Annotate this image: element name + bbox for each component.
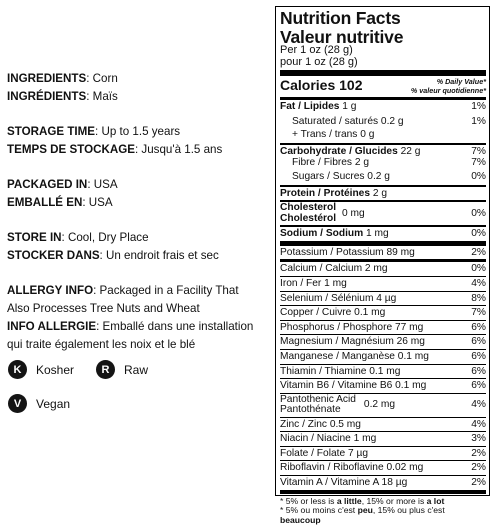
footnote-en-bold-2: a lot <box>426 495 445 506</box>
pantothenic-label-en: Pantothenic Acid <box>280 393 356 405</box>
store-fr-label: STOCKER DANS <box>7 249 100 262</box>
footnote-fr <box>280 506 486 525</box>
storage-en-value: : Up to 1.5 years <box>95 125 181 138</box>
mineral-dv: 6% <box>471 365 486 377</box>
mineral-label: Magnesium / Magnésium 26 mg <box>280 336 425 348</box>
mineral-dv: 2% <box>471 246 486 258</box>
minerals-list <box>280 246 486 490</box>
footnote <box>280 497 486 525</box>
raw-label: Raw <box>124 362 149 377</box>
fibre-label: Fibre / Fibres 2 g <box>292 157 369 169</box>
pantothenic-amount: 0.2 mg <box>363 399 396 411</box>
ingredients-en <box>7 70 118 88</box>
sugars-row <box>280 169 486 185</box>
vitamin-label: Riboflavin / Riboflavine 0.02 mg <box>280 462 424 474</box>
mineral-label: Vitamin B6 / Vitamine B6 0.1 mg <box>280 380 427 392</box>
mineral-row <box>280 277 486 291</box>
footnote-fr-text-2: , 15% ou plus c'est <box>372 505 445 516</box>
mineral-label: Copper / Cuivre 0.1 mg <box>280 307 386 319</box>
cholesterol-labels <box>280 203 336 224</box>
packaged-fr <box>7 194 113 212</box>
daily-value-header <box>411 76 486 95</box>
divider-thick-3 <box>280 490 486 494</box>
vitamin-dv: 2% <box>471 447 486 459</box>
dv-header-fr: % valeur quotidienne* <box>410 85 486 95</box>
footnote-en-text-2: , 15% or more is <box>361 495 427 506</box>
mineral-dv: 0% <box>471 263 486 275</box>
allergy-fr-cont: qui traite également les noix et le blé <box>7 338 196 351</box>
store-fr-value: : Un endroit frais et sec <box>99 249 219 262</box>
allergy-en-label: ALLERGY INFO <box>7 284 94 297</box>
mineral-dv: 7% <box>471 307 486 319</box>
footnote-en-text-1: * 5% or less is <box>280 495 337 506</box>
mineral-row <box>280 365 486 379</box>
cholesterol-label-en: Cholesterol <box>280 202 337 214</box>
raw-badge <box>96 360 148 379</box>
fat-label: Fat / Lipides <box>280 101 340 112</box>
mineral-label: Potassium / Potassium 89 mg <box>280 246 415 258</box>
ingredients-fr-label: INGRÉDIENTS <box>7 90 87 103</box>
packaged-fr-value: : USA <box>82 196 113 209</box>
vegan-label: Vegan <box>36 396 71 411</box>
kosher-icon: K <box>8 360 27 379</box>
footnote-en-bold-1: a little <box>336 495 362 506</box>
fibre-row <box>280 157 486 169</box>
trans-row <box>280 128 486 143</box>
store-en <box>7 229 149 247</box>
cholesterol-row <box>280 202 486 225</box>
mineral-row <box>280 379 486 393</box>
kosher-badge <box>8 360 74 379</box>
saturated-row <box>280 114 486 129</box>
vitamin-row <box>280 447 486 461</box>
vitamin-dv: 2% <box>471 477 486 489</box>
mineral-row <box>280 292 486 306</box>
packaged-en-label: PACKAGED IN <box>7 178 88 191</box>
footnote-fr-bold-2: beaucoup <box>280 514 321 525</box>
vitamin-row <box>280 476 486 490</box>
calories-row <box>280 76 486 97</box>
cholesterol-amount: 0 mg <box>342 207 365 219</box>
panel-title-fr: Valeur nutritive <box>280 27 404 47</box>
mineral-row <box>280 350 486 364</box>
carb-amount: 22 g <box>400 145 421 157</box>
trans-label: + Trans / trans 0 g <box>292 129 375 141</box>
carb-row <box>280 145 486 158</box>
storage-en-label: STORAGE TIME <box>7 125 96 138</box>
fat-dv: 1% <box>471 101 486 112</box>
mineral-dv: 4% <box>471 277 486 289</box>
vitamin-label: Folate / Folate 7 µg <box>280 447 368 459</box>
ingredients-fr-value: : Maïs <box>86 90 118 103</box>
mineral-dv: 6% <box>471 321 486 333</box>
vitamin-row <box>280 418 486 432</box>
saturated-label: Saturated / saturés 0.2 g <box>292 115 404 127</box>
ingredients-en-value: : Corn <box>86 72 118 85</box>
storage-en <box>7 123 180 141</box>
panel-title-en: Nutrition Facts <box>280 8 401 28</box>
allergy-en <box>7 282 239 300</box>
mineral-dv: 8% <box>471 292 486 304</box>
vegan-icon: V <box>8 394 27 413</box>
footnote-fr-text-1: * 5% ou moins c'est <box>280 505 358 516</box>
sodium-label: Sodium / Sodium <box>280 228 364 240</box>
allergy-en-value-1: : Packaged in a Facility That <box>93 284 239 297</box>
serving-fr: pour 1 oz (28 g) <box>280 55 358 68</box>
mineral-dv: 6% <box>471 336 486 348</box>
vitamin-dv: 2% <box>471 462 486 474</box>
pantothenic-label-fr: Pantothénate <box>280 404 341 416</box>
sugars-dv: 0% <box>471 170 486 182</box>
fat-amount: 1 g <box>342 101 357 112</box>
pantothenic-dv: 4% <box>471 399 486 411</box>
cholesterol-label-fr: Cholestérol <box>280 212 337 224</box>
storage-fr-value: : Jusqu'à 1.5 ans <box>134 143 223 156</box>
ingredients-fr <box>7 88 118 106</box>
serving-en: Per 1 oz (28 g) <box>280 44 353 56</box>
vitamin-label: Zinc / Zinc 0.5 mg <box>280 418 361 430</box>
store-en-value: : Cool, Dry Place <box>61 231 149 244</box>
store-en-label: STORE IN <box>7 231 62 244</box>
mineral-row <box>280 306 486 320</box>
mineral-row <box>280 321 486 335</box>
dv-header-en: % Daily Value* <box>436 77 486 86</box>
allergy-fr-label: INFO ALLERGIE <box>7 320 97 333</box>
protein-amount: 2 g <box>372 187 388 199</box>
vegan-badge <box>8 394 70 413</box>
mineral-row <box>280 262 486 276</box>
nutrition-facts-panel <box>275 6 490 525</box>
calories-label: Calories 102 <box>280 77 363 93</box>
sodium-dv: 0% <box>471 228 486 240</box>
cholesterol-dv: 0% <box>471 207 486 219</box>
saturated-dv: 1% <box>471 115 486 127</box>
mineral-label: Iron / Fer 1 mg <box>280 277 347 289</box>
mineral-label: Selenium / Sélénium 4 µg <box>280 292 397 304</box>
storage-fr <box>7 141 222 159</box>
carb-dv: 7% <box>471 145 486 157</box>
mineral-label: Phosphorus / Phosphore 77 mg <box>280 321 424 333</box>
vitamin-label: Vitamin A / Vitamine A 18 µg <box>280 477 408 489</box>
pantothenic-row <box>280 394 486 417</box>
raw-icon: R <box>96 360 115 379</box>
packaged-en <box>7 176 118 194</box>
ingredients-en-label: INGREDIENTS <box>7 72 87 85</box>
mineral-label: Calcium / Calcium 2 mg <box>280 263 388 275</box>
fat-row <box>280 100 486 114</box>
vitamin-row <box>280 461 486 475</box>
packaged-fr-label: EMBALLÉ EN <box>7 196 83 209</box>
protein-label: Protein / Protéines <box>280 187 371 199</box>
mineral-row <box>280 335 486 349</box>
mineral-dv: 6% <box>471 350 486 362</box>
mineral-dv: 6% <box>471 380 486 392</box>
pantothenic-labels <box>280 395 356 416</box>
packaged-en-value: : USA <box>87 178 118 191</box>
mineral-row <box>280 246 486 260</box>
fibre-dv: 7% <box>471 157 486 169</box>
store-fr <box>7 247 219 265</box>
carb-label: Carbohydrate / Glucides <box>280 145 398 157</box>
vitamin-dv: 4% <box>471 418 486 430</box>
sugars-label: Sugars / Sucres 0.2 g <box>292 170 390 182</box>
vitamin-row <box>280 432 486 446</box>
kosher-label: Kosher <box>36 362 75 377</box>
allergy-en-cont: Also Processes Tree Nuts and Wheat <box>7 302 200 315</box>
storage-fr-label: TEMPS DE STOCKAGE <box>7 143 135 156</box>
vitamin-label: Niacin / Niacine 1 mg <box>280 433 377 445</box>
protein-row <box>280 187 486 201</box>
sodium-row <box>280 227 486 241</box>
sodium-amount: 1 mg <box>366 228 389 240</box>
mineral-label: Manganese / Manganèse 0.1 mg <box>280 350 429 362</box>
vitamin-dv: 3% <box>471 433 486 445</box>
allergy-fr <box>7 318 253 336</box>
mineral-label: Thiamin / Thiamine 0.1 mg <box>280 365 401 377</box>
footnote-fr-bold-1: peu <box>357 505 373 516</box>
allergy-fr-value-1: : Emballé dans une installation <box>96 320 254 333</box>
